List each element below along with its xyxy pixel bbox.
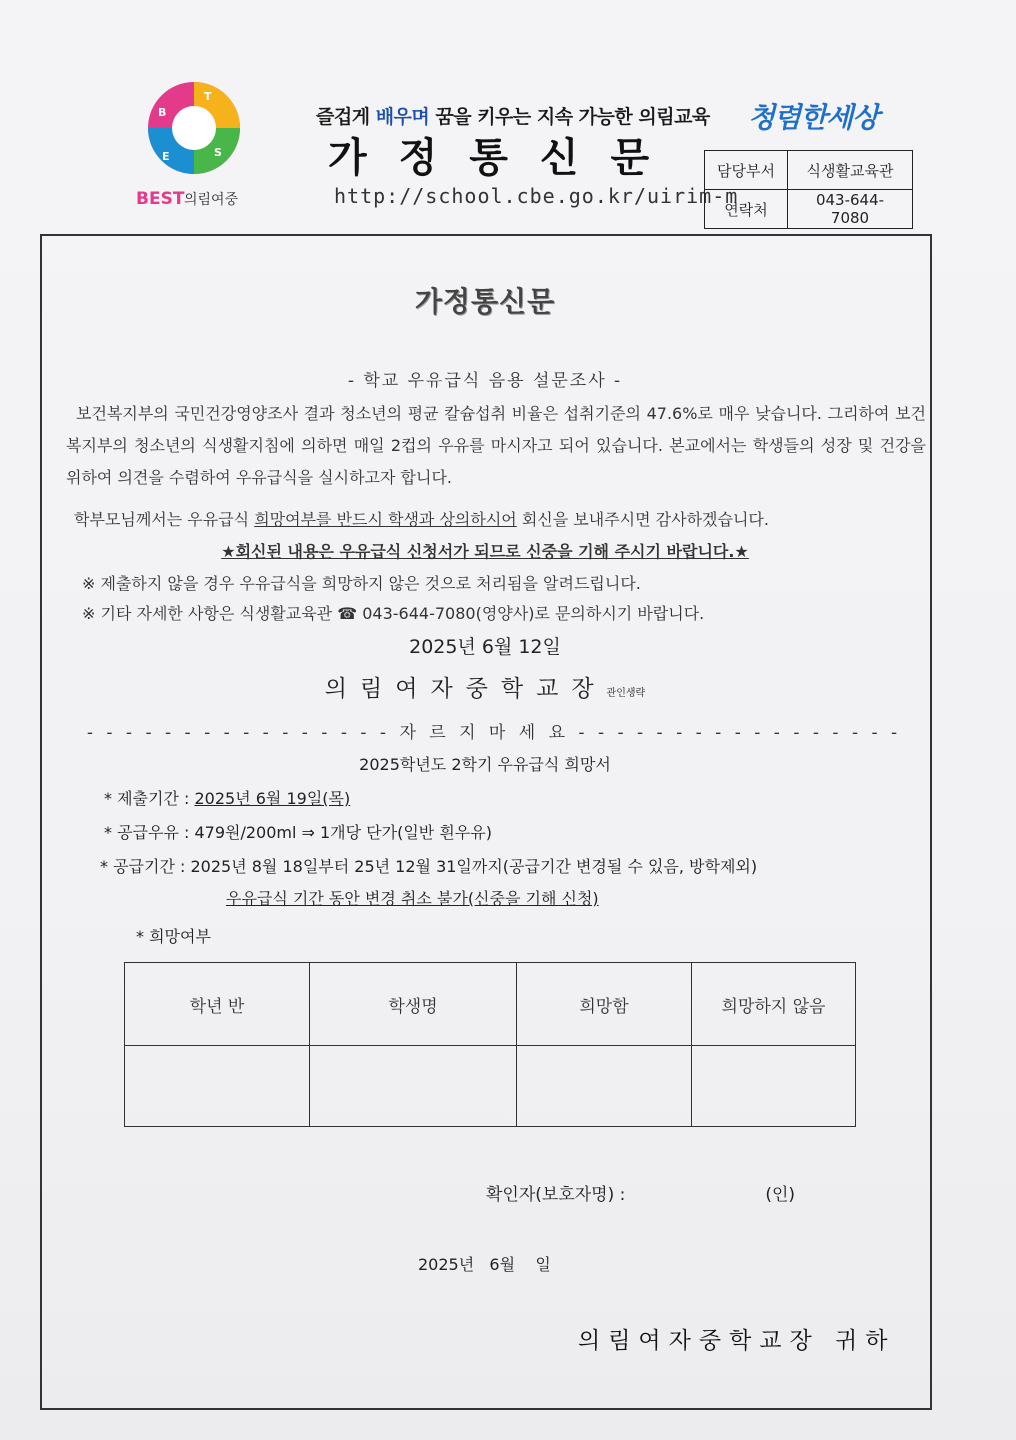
wish-yes-cell[interactable]	[517, 1046, 692, 1127]
svg-text:S: S	[214, 146, 222, 159]
school-slogan: 즐겁게 배우며 꿈을 키우는 지속 가능한 의림교육	[316, 106, 710, 128]
svg-text:T: T	[204, 90, 212, 103]
supply-period: * 공급기간 : 2025년 8월 18일부터 25년 12월 31일까지(공급기간 변경될 수 있음, 방학제외)	[100, 857, 758, 876]
wish-table	[124, 962, 856, 1127]
col-student-name: 학생명	[310, 963, 517, 1046]
newsletter-title: 가정통신문	[328, 135, 682, 181]
phone-value: 043-644-7080	[788, 190, 913, 229]
principal-signature: 의림여자중학교장관인생략	[324, 676, 646, 702]
form-title: 2025학년도 2학기 우유급식 희망서	[359, 755, 611, 774]
svg-text:E: E	[162, 150, 170, 163]
svg-text:BEST: BEST	[136, 189, 185, 209]
period-warning: 우유급식 기간 동안 변경 취소 불가(신중을 기해 신청)	[226, 889, 599, 908]
col-grade-class: 학년 반	[125, 963, 310, 1046]
wish-label: * 희망여부	[136, 927, 211, 946]
milk-price: * 공급우유 : 479원/200ml ⇒ 1개당 단가(일반 흰우유)	[104, 823, 492, 842]
closing-addressee: 의림여자중학교장 귀하	[578, 1328, 896, 1354]
wish-no-cell[interactable]	[692, 1046, 856, 1127]
cut-line: - - - - - - - - - - - - - - - - 자 르 지 마 세 요 - - - - - - - - - - - - - - - - -	[86, 723, 902, 743]
notice-subtitle: - 학교 우유급식 음용 설문조사 -	[347, 371, 623, 391]
col-wish-no: 희망하지 않음	[692, 963, 856, 1046]
dept-value: 식생활교육관	[788, 151, 913, 190]
submission-deadline: * 제출기간 : 2025년 6월 19일(목)	[104, 789, 351, 808]
col-wish-yes: 희망함	[517, 963, 692, 1046]
svg-text:B: B	[158, 106, 167, 119]
student-name-cell[interactable]	[310, 1046, 517, 1127]
svg-text:의림여중: 의림여중	[184, 192, 239, 208]
notice-request: 학부모님께서는 우유급식 희망여부를 반드시 학생과 상의하시어 회신을 보내주시면 감사하겠습니다.	[74, 510, 769, 529]
seal-omitted-note: 관인생략	[606, 688, 646, 699]
school-url[interactable]: http://school.cbe.go.kr/uirim-m	[334, 184, 739, 208]
integrity-brand: 청렴한세상	[748, 101, 879, 134]
notice-date: 2025년 6월 12일	[409, 636, 561, 658]
grade-class-cell[interactable]	[125, 1046, 310, 1127]
reply-date: 2025년 6월 일	[418, 1255, 551, 1274]
dept-label: 담당부서	[705, 151, 788, 190]
phone-label: 연락처	[705, 190, 788, 229]
notice-heading: 가정통신문	[414, 285, 556, 318]
notice-emphasis: ★회신된 내용은 우유급식 신청서가 되므로 신중을 기해 주시기 바랍니다.★	[221, 542, 749, 561]
guardian-confirmation: 확인자(보호자명) : (인)	[486, 1185, 796, 1205]
notice-note-2: ※ 기타 자세한 사항은 식생활교육관 ☎ 043-644-7080(영양사)로 문의하시기 바랍니다.	[82, 604, 705, 623]
notice-note-1: ※ 제출하지 않을 경우 우유급식을 희망하지 않은 것으로 처리됨을 알려드립니다.	[82, 574, 641, 593]
school-logo	[134, 76, 256, 216]
notice-paragraph: 보건복지부의 국민건강영양조사 결과 청소년의 평균 칼슘섭취 비율은 섭취기준의 47.6%로 매우 낮습니다. 그리하여 보건복지부의 청소년의 식생활지침에 의하면 매일 2컵의 우유를 마시자고 되어 있습니다. 본교에서는 학생들의 성장 및 건강을 위하여 의견을 수렴하여 우유급식을 실시하고자 합니다.	[66, 404, 926, 487]
seal-mark: (인)	[765, 1185, 796, 1205]
contact-table	[704, 150, 913, 229]
